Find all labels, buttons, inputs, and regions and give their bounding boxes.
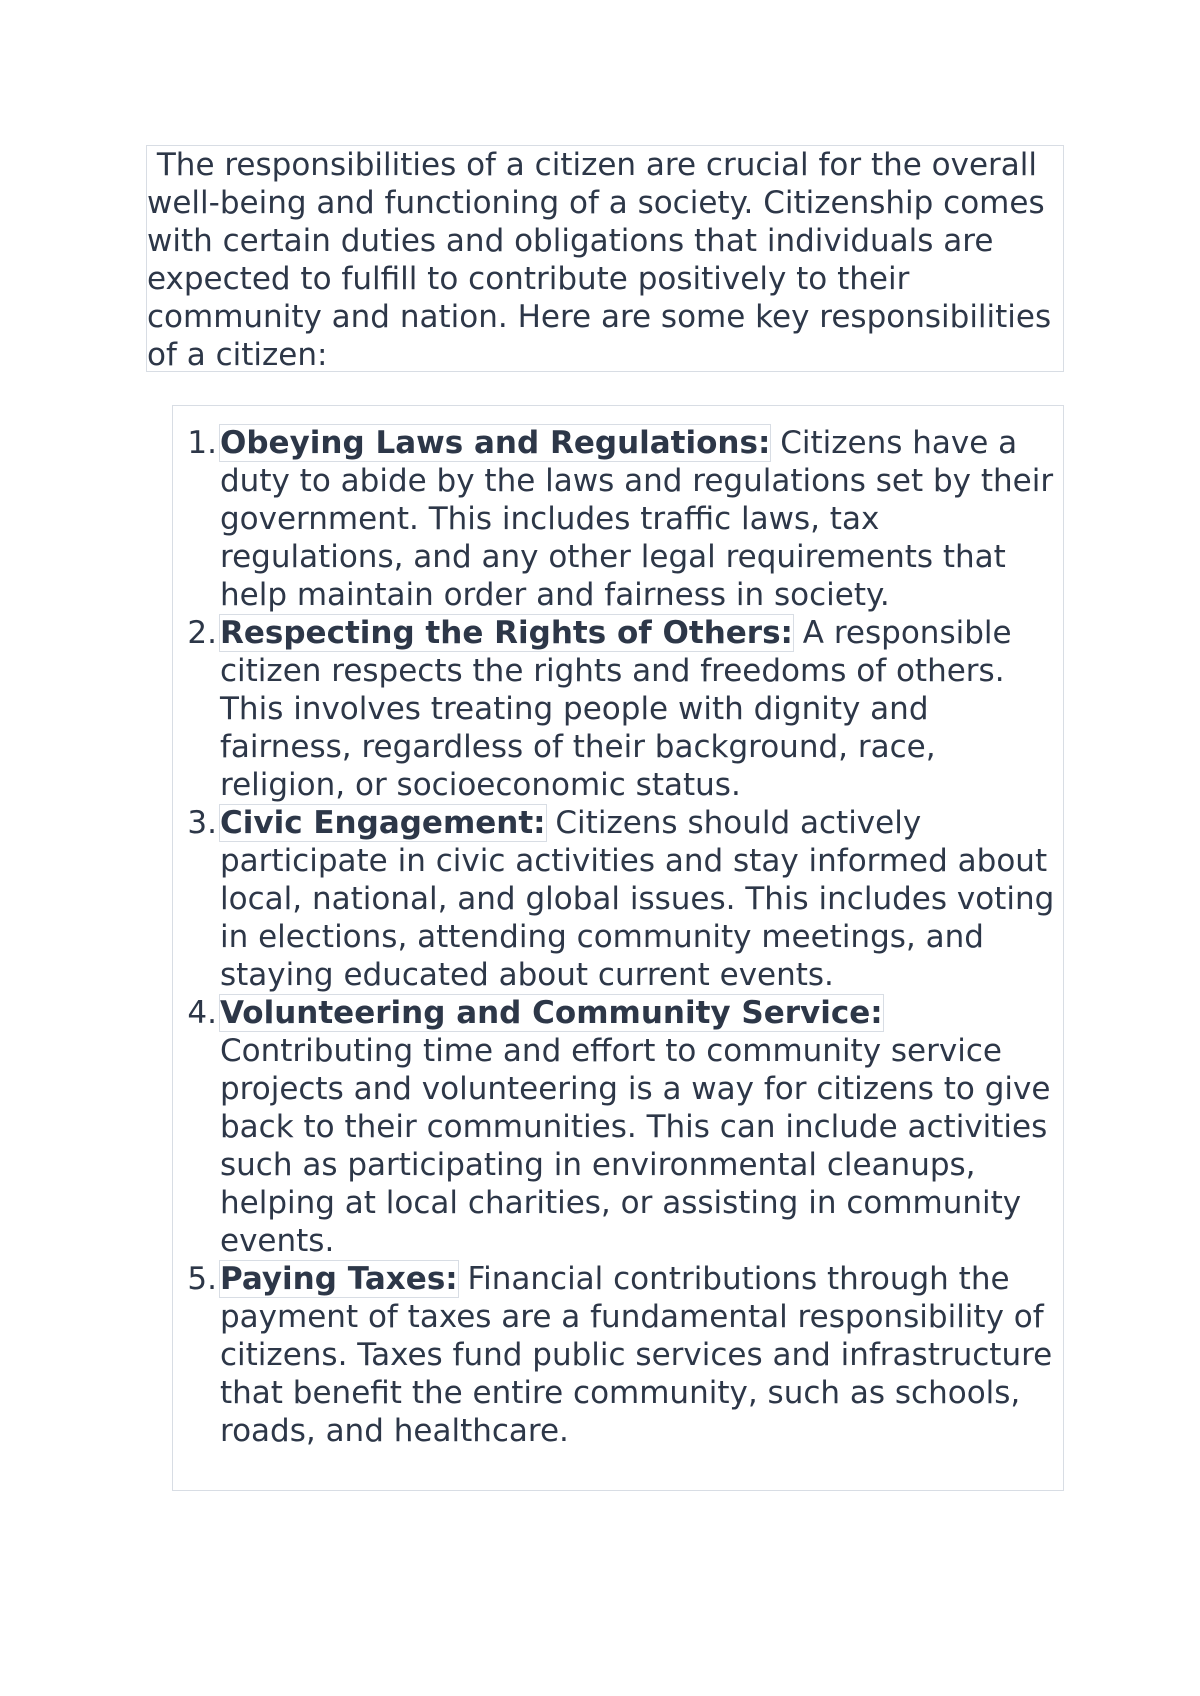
list-item-number: 2. [187,615,217,651]
list-item-number: 1. [187,425,217,461]
list-item-text: Financial contributions through the payment of taxes are a fundamental responsibility of citizens. Taxes fund public services and infrastructure that benefit the entire community, such as schools, roads, and healthcare. [220,1261,1053,1449]
intro-paragraph [146,145,1064,372]
responsibilities-list [173,406,1063,1450]
list-item-term: Volunteering and Community Service: [220,995,883,1031]
list-item [173,804,1063,994]
list-item [173,614,1063,804]
list-item-term: Obeying Laws and Regulations: [220,425,771,461]
list-item [173,424,1063,614]
list-item-term: Civic Engagement: [220,805,546,841]
list-item-text: Citizens have a duty to abide by the laws and regulations set by their government. This includes traffic laws, tax regulations, and any other legal requirements that help maintain order and fairness in society. [220,425,1054,613]
list-item [173,994,1063,1260]
intro-text: The responsibilities of a citizen are crucial for the overall well-being and functioning of a society. Citizenship comes with certain duties and obligations that individuals are expected to fulfill to contribute positively to their community and nation. Here are some key responsibilities of a citizen: [147,147,1062,373]
responsibilities-list-box [172,405,1064,1491]
list-item-term: Paying Taxes: [220,1261,458,1297]
list-item [173,1260,1063,1450]
list-item-text: A responsible citizen respects the rights and freedoms of others. This involves treating people with dignity and fairness, regardless of their background, race, religion, or socioeconomic status. [220,615,1012,803]
list-item-text: Citizens should actively participate in civic activities and stay informed about local, national, and global issues. This includes voting in elections, attending community meetings, and staying educated about current events. [220,805,1055,993]
list-item-number: 4. [187,995,217,1031]
intro-leading-space [147,147,157,183]
list-item-number: 5. [187,1261,217,1297]
list-item-text: Contributing time and effort to community service projects and volunteering is a way for citizens to give back to their communities. This can include activities such as participating in environmental cleanups, helping at local charities, or assisting in community events. [220,1033,1051,1259]
list-item-term: Respecting the Rights of Others: [220,615,793,651]
list-item-number: 3. [187,805,217,841]
